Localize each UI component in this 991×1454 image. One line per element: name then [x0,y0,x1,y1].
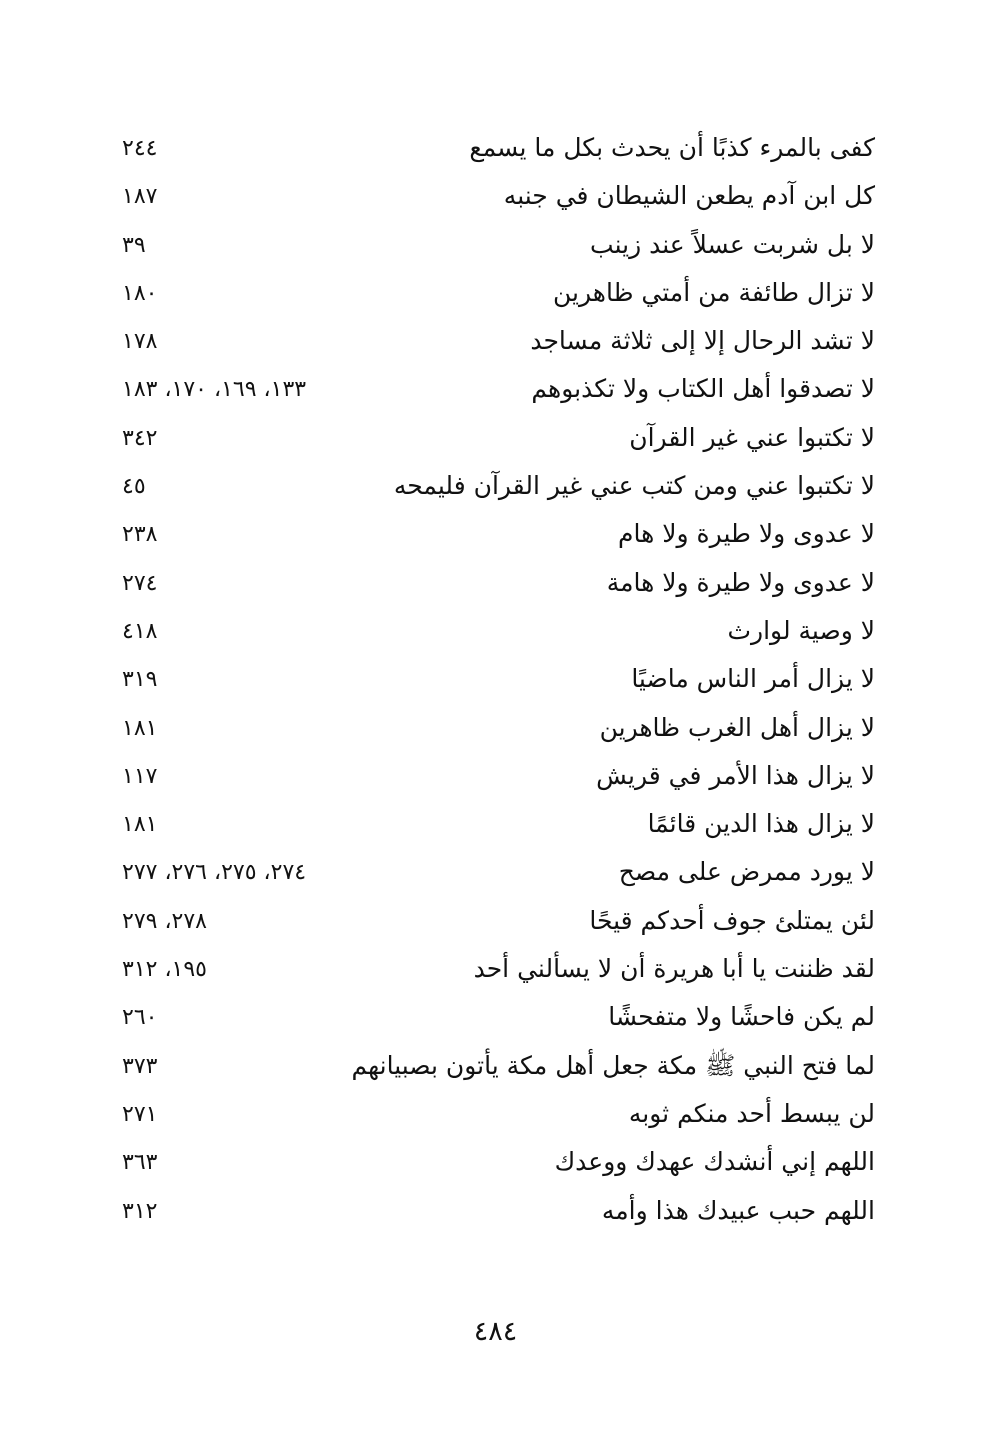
index-entry [110,754,875,802]
page-references: ١٨١ [122,812,158,838]
index-entry [110,561,875,609]
hadith-text: لما فتح النبي ﷺ مكة جعل أهل مكة يأتون بصبيانهم [351,1050,875,1080]
index-entry [110,1189,875,1237]
page-references: ١١٧ [122,763,158,789]
index-entry [110,706,875,754]
hadith-text: لا تشد الرحال إلا إلى ثلاثة مساجد [530,326,875,356]
hadith-text: لن يبسط أحد منكم ثوبه [628,1098,875,1128]
hadith-text: كل ابن آدم يطعن الشيطان في جنبه [503,181,875,211]
hadith-text: لئن يمتلئ جوف أحدكم قيحًا [589,905,875,935]
hadith-text: لا عدوى ولا طيرة ولا هامة [606,567,875,597]
index-entry [110,899,875,947]
index-entry [110,319,875,367]
index-entry [110,126,875,174]
hadith-text: كفى بالمرء كذبًا أن يحدث بكل ما يسمع [469,133,875,162]
hadith-text: لا يزال أمر الناس ماضيًا [631,664,875,694]
hadith-text: اللهم إني أنشدك عهدك ووعدك [554,1147,875,1177]
hadith-text: لا يورد ممرض على مصح [618,857,875,887]
page-references: ١٨٠ [122,280,158,306]
index-entry [110,657,875,705]
page-references: ٢٦٠ [122,1005,158,1031]
page-references: ٢٤٤ [122,136,158,161]
hadith-text: لا تكتبوا عني ومن كتب عني غير القرآن فليمحه [393,471,875,501]
page-references: ٢٣٨ [122,522,158,548]
hadith-text: لقد ظننت يا أبا هريرة أن لا يسألني أحد [473,954,875,984]
hadith-text: لم يكن فاحشًا ولا متفحشًا [608,1002,875,1032]
page-references: ١٧٨ [122,329,158,355]
page-references: ٢٧٤، ٢٧٥، ٢٧٦، ٢٧٧ [122,860,307,886]
page-references: ٣٤٢ [122,425,158,451]
page-references: ٣١٩ [122,667,158,693]
index-entry [110,850,875,898]
page-references: ١٨٧ [122,184,158,210]
index-entry [110,947,875,995]
hadith-text: لا يزال هذا الدين قائمًا [647,809,875,839]
page-references: ٤٥ [122,474,146,500]
index-entry [110,512,875,560]
hadith-text: لا عدوى ولا طيرة ولا هام [618,519,875,549]
index-entry [110,223,875,271]
page-references: ٣١٢ [122,1198,158,1224]
page-references: ٣٦٣ [122,1150,158,1176]
page-references: ٣٩ [122,232,146,258]
hadith-index-list [110,126,875,1237]
index-entry [110,271,875,319]
page-references: ١٩٥، ٣١٢ [122,957,207,983]
hadith-text: لا تزال طائفة من أمتي ظاهرين [553,277,875,307]
page-references: ٢٧٨، ٢٧٩ [122,908,207,934]
hadith-text: لا بل شربت عسلاً عند زينب [590,229,875,259]
index-entry [110,802,875,850]
hadith-text: لا تصدقوا أهل الكتاب ولا تكذبوهم [531,374,875,404]
index-entry [110,1140,875,1188]
index-entry [110,367,875,415]
index-entry [110,995,875,1043]
hadith-text: اللهم حبب عبيدك هذا وأمه [601,1195,875,1225]
index-entry [110,1092,875,1140]
page-references: ٢٧٤ [122,570,158,596]
index-entry [110,174,875,222]
page-references: ٤١٨ [122,618,158,644]
hadith-text: لا تكتبوا عني غير القرآن [629,422,875,452]
page-references: ١٣٣، ١٦٩، ١٧٠، ١٨٣ [122,377,307,403]
index-entry [110,1044,875,1092]
page-number: ٤٨٤ [473,1316,518,1347]
hadith-text: لا وصية لوارث [727,615,875,645]
page-references: ٢٧١ [122,1101,158,1127]
hadith-text: لا يزال أهل الغرب ظاهرين [599,712,875,742]
page-references: ٣٧٣ [122,1053,158,1079]
index-entry [110,464,875,512]
hadith-text: لا يزال هذا الأمر في قريش [596,760,875,790]
index-entry [110,609,875,657]
index-entry [110,416,875,464]
page-references: ١٨١ [122,715,158,741]
